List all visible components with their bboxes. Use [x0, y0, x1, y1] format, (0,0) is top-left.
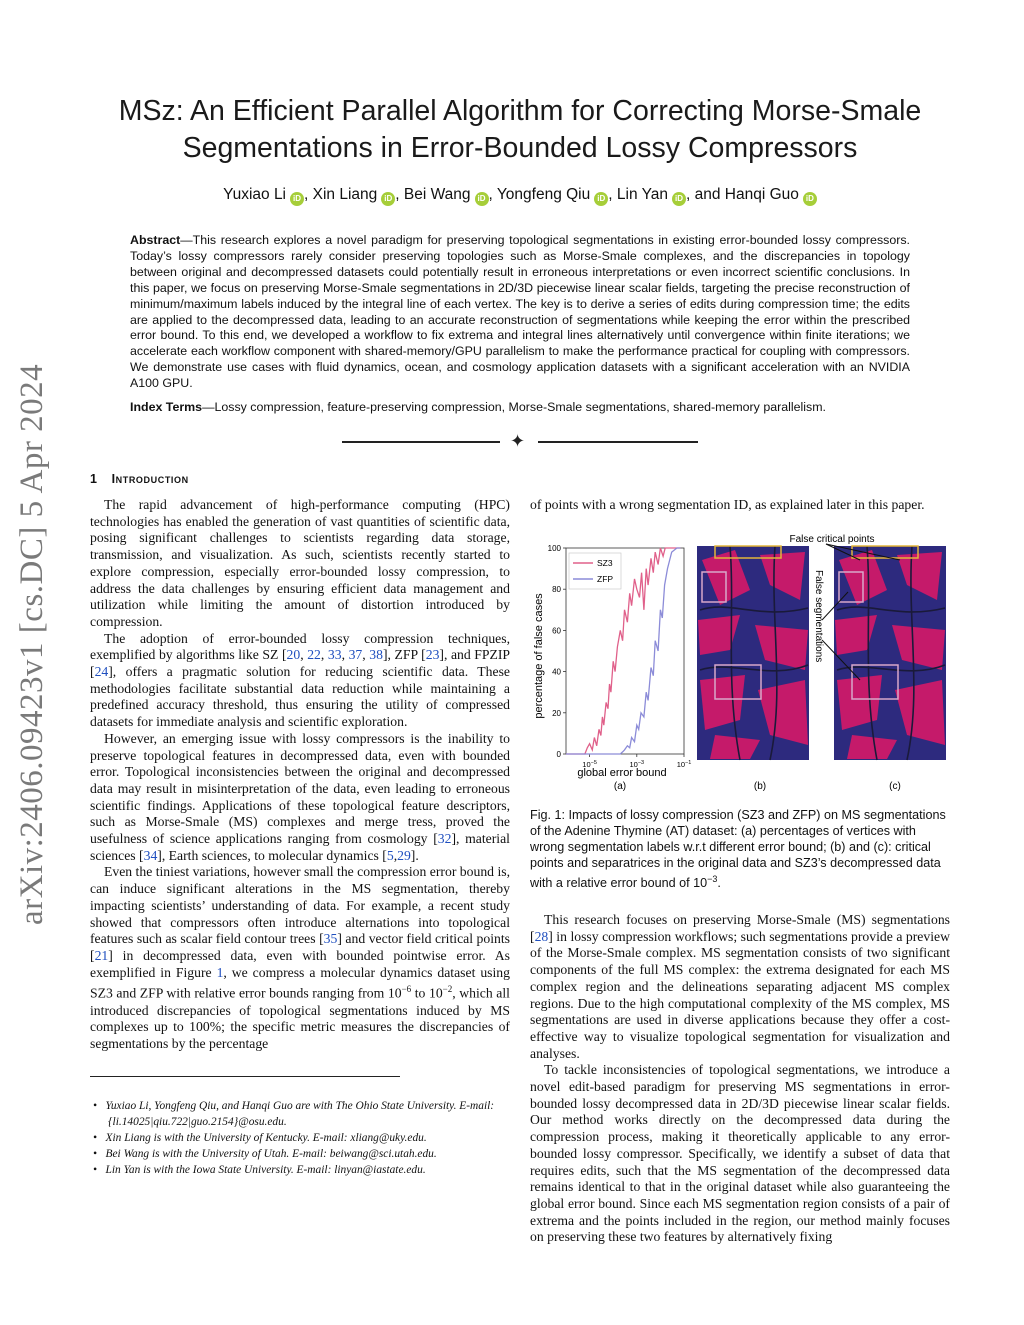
text-run: ]. — [410, 847, 419, 863]
divider-left-rule — [342, 441, 500, 443]
y-axis-label: percentage of false cases — [533, 593, 545, 719]
divider-ornament-icon: ✦ — [510, 431, 526, 451]
author-list — [0, 186, 1024, 206]
author-name: Yongfeng Qiu — [496, 186, 591, 203]
footnote — [93, 1162, 523, 1178]
x-tick-label: $10^{-1}$ — [676, 760, 692, 769]
orcid-icon[interactable]: iD — [672, 192, 686, 206]
figure-caption — [530, 807, 950, 891]
y-ticks — [548, 544, 566, 759]
index-terms — [130, 399, 910, 415]
text-run: ] and vector field critical points [ — [90, 931, 511, 963]
footnote-rule — [90, 1076, 400, 1077]
bullet-icon: • — [93, 1164, 97, 1176]
text-run: The adoption of error-bounded lossy compression techniques, exemplified by algorithms like SZ [ — [90, 630, 510, 663]
paragraph: However, an emerging issue with lossy compressors is the inability to preserve topological features in decompressed data, even with bounded error. Topological inconsistencies between the original and decompressed data may result in misinterpretation of the data, even leading to erroneous scientific findings. Applications of these topological feature descriptors, such as Morse-Smale (MS) complexes and merge tress, proved the usefulness of science applications ranging from cosmology [32], material sciences [34], Earth sciences, to molecular dynamics [5,29]. — [90, 730, 510, 863]
text-run: ], and FPZIP [ — [90, 647, 511, 680]
citation-link[interactable]: 33 — [327, 647, 342, 663]
figure-1 — [530, 530, 950, 795]
y-tick-label: 0 — [556, 750, 561, 759]
paragraph — [90, 864, 510, 1052]
author-separator: , — [488, 186, 497, 203]
caption-text: . — [717, 876, 721, 891]
right-column-top — [530, 497, 950, 514]
citation-link[interactable]: 23 — [425, 647, 440, 663]
footnote — [93, 1098, 523, 1130]
panel-label-b: (b) — [753, 781, 767, 792]
x-tick-label: $10^{-3}$ — [629, 760, 645, 769]
section-number: 1 — [90, 472, 98, 486]
legend-label-zfp: ZFP — [597, 574, 614, 584]
y-tick-label: 60 — [552, 626, 561, 636]
author-separator: , — [395, 186, 404, 203]
left-column — [90, 497, 510, 1053]
citation-link[interactable]: 35 — [323, 931, 338, 947]
caption-text: Fig. 1: Impacts of lossy compression (SZ3 and ZFP) on MS segmentations of the Adenine Thymine (AT) dataset: (a) percentages of vertices with wrong segmentation labels w.r.t different error bound; (b) and (c): critical points and separatrices in the original data and SZ3’s decompressed data with a relative error bound of 10 — [530, 808, 946, 891]
text-run: ], ZFP [ — [382, 647, 426, 663]
legend-label-sz3: SZ3 — [597, 558, 613, 568]
author-name: Bei Wang — [403, 186, 471, 203]
bullet-icon: • — [93, 1132, 97, 1144]
panel-label-a: (a) — [613, 781, 627, 792]
text-run: This research focuses on preserving Morse-Smale (MS) segmentations [ — [530, 912, 950, 944]
figure-link[interactable]: 1 — [216, 964, 224, 980]
title-line-1: MSz: An Efficient Parallel Algorithm for Correcting Morse-Smale — [118, 95, 922, 127]
y-tick-label: 80 — [552, 585, 561, 595]
panel-label-c: (c) — [889, 781, 901, 792]
footnote-text: Lin Yan is with the Iowa State University. E-mail: linyan@iastate.edu. — [105, 1164, 426, 1176]
y-tick-label: 100 — [547, 544, 561, 553]
footnote — [93, 1146, 523, 1162]
citation-link[interactable]: 32 — [437, 831, 452, 847]
divider-right-rule — [538, 441, 698, 443]
x-tick-label: $10^{-5}$ — [582, 760, 597, 769]
superscript: −6 — [401, 984, 412, 995]
author-separator: , — [608, 186, 617, 203]
section-title: Introduction — [111, 472, 189, 486]
superscript: −3 — [707, 874, 718, 884]
abstract — [130, 233, 910, 392]
bullet-icon: • — [93, 1100, 97, 1112]
text-run: ] in decompressed data, even with bounded pointwise error. As exemplified in Figure — [90, 947, 510, 980]
text-run: However, an emerging issue with lossy compressors is the inability to preserve topological features in decompressed data, even with bounded error. Topological inconsistencies between the original and decompressed data may result in misinterpretation of the data, even leading to erroneous scientific findings. Applications of these topological feature descriptors, such as Morse-Smale (MS) complexes and merge tress, proved the usefulness of science applications ranging from cosmology [ — [90, 730, 510, 847]
citation-link[interactable]: 29 — [397, 847, 411, 863]
footnote — [93, 1130, 523, 1146]
y-tick-label: 20 — [552, 708, 561, 718]
paragraph: of points with a wrong segmentation ID, as explained later in this paper. — [530, 497, 925, 512]
orcid-icon[interactable]: iD — [475, 192, 489, 206]
false-segmentations-label: False segmentations — [813, 570, 824, 663]
text-run: to 10 — [411, 985, 443, 1001]
author-separator: , — [304, 186, 313, 203]
legend-box — [569, 553, 621, 589]
abstract-label: Abstract — [130, 233, 181, 247]
y-tick-label: 40 — [552, 667, 561, 677]
paper-title — [0, 93, 1024, 167]
paragraph: The rapid advancement of high-performance computing (HPC) technologies has enabled the generation of vast quantities of scientific data, posing significant challenges to scientists regarding data storage, transmission, and visualization. As such, scientists recently started to explore compression, especially error-bounded lossy compression, to address the data challenges by ensuring efficient data management and utilization while limiting the amount of distortion introduced by compression. — [90, 497, 510, 629]
footnote-text: Yuxiao Li, Yongfeng Qiu, and Hanqi Guo are with The Ohio State University. E-mail: {li.14025|qiu.722|guo.2154}@osu.edu. — [105, 1100, 495, 1128]
citation-link[interactable]: 24 — [94, 664, 109, 680]
citation-link[interactable]: 28 — [534, 928, 549, 944]
citation-link[interactable]: 22 — [307, 647, 321, 663]
x-axis-label: global error bound — [577, 767, 667, 779]
text-run: ] in lossy compression workflows; such segmentations provide a preview of the Morse-Smale complex. MS segmentation consists of two significant components of the full MS complex: the extrema designated for each MS complex region and the delineations separating adjacent MS complex regions. Due to the high computational complexity of the MS complex, MS segmentations are used in diverse applications because they offer a cost-effective way to visualize topological segmentation for visualization and analyses. — [530, 928, 950, 1061]
text-run: , which all introduced discrepancies of topological segmentations induced by MS complexes up to 100%; the specific metric measures the discrepancies of segmentations by the percentage — [90, 985, 510, 1052]
index-terms-text: —Lossy compression, feature-preserving compression, Morse-Smale segmentations, shared-memory parallelism. — [202, 400, 826, 414]
paragraph: To tackle inconsistencies of topological segmentations, we introduce a novel edit-based paradigm for preserving MS segmentations in error-bounded lossy decompressed data in 2D/3D piecewise linear scalar fields. Our method works directly on the decompressed data during the compression process, making it theoretically applicable to any error-bounded lossy compressor. Specifically, we identify a subset of data that requires edits, such that the MS segmentation of the decompressed data remains identical to that in the original dataset while also guaranteeing the global error bound. Since each MS segmentation region consists of a pair of extrema and the points included in the region, our method mainly focuses on preserving these two features by alternatively fixing — [530, 1062, 950, 1245]
citation-link[interactable]: 21 — [94, 947, 109, 963]
false-critical-points-label: False critical points — [789, 534, 875, 545]
orcid-icon[interactable]: iD — [290, 192, 304, 206]
author-separator: , and — [686, 186, 725, 203]
text-run: ], Earth sciences, to molecular dynamics [ — [157, 847, 387, 863]
chart-a — [533, 544, 691, 792]
orcid-icon[interactable]: iD — [803, 192, 817, 206]
orcid-icon[interactable]: iD — [594, 192, 608, 206]
paragraph: The adoption of error-bounded lossy compression techniques, exemplified by algorithms like SZ [20, 22, 33, 37, 38], ZFP [23], and FPZIP [24], offers a pragmatic solution for reducing scientific data. These methodologies facilitate substantial data reduction while maintaining a predefined accuracy threshold, thus ensuring the utility of compressed datasets for immediate analysis and scientific exploration. — [90, 630, 511, 730]
text-run: , we compress a molecular dynamics dataset using SZ3 and ZFP with relative error bounds ranging from 10 — [90, 964, 510, 1001]
text-run: Even the tiniest variations, however small the compression error bound is, can induce significant alterations in the MS segmentation, thereby impacting scientists’ understanding of data. For example, a recent study showed that compressors often introduce alternations into topological features such as scalar field contour trees [ — [90, 864, 510, 947]
footnote-text: Bei Wang is with the University of Utah. E-mail: beiwang@sci.utah.edu. — [105, 1148, 437, 1160]
author-name: Hanqi Guo — [724, 186, 799, 203]
abstract-text: —This research explores a novel paradigm for preserving topological segmentations in existing error-bounded lossy compressors. Today’s lossy compressors rarely consider preserving topologies such as Morse-Smale complexes, and the discrepancies in topology between original and decompressed datasets could potentially result in erroneous interpretations or even incorrect scientific conclusions. In this paper, we focus on preserving Morse-Smale segmentations in 2D/3D piecewise linear scalar fields, targeting the precise reconstruction of minimum/maximum labels induced by the integral line of each vertex. The key is to derive a series of edits during compression time; the edits are applied to the decompressed data, leading to an accurate reconstruction of segmentations while keeping the error within the prescribed error bound. To this end, we developed a workflow to fix extrema and integral lines alternatively until convergence within finite iterations; we accelerate each workflow component with shared-memory/GPU parallelism to make the performance practical for coupling with compressors. We demonstrate use cases with fluid dynamics, ocean, and cosmology application datasets with a significant acceleration with an NVIDIA A100 GPU. — [130, 233, 910, 391]
index-terms-label: Index Terms — [130, 400, 203, 414]
footnote-text: Xin Liang is with the University of Kentucky. E-mail: xliang@uky.edu. — [105, 1132, 427, 1144]
orcid-icon[interactable]: iD — [381, 192, 395, 206]
paragraph — [530, 912, 950, 1062]
citation-link[interactable]: 5 — [386, 847, 394, 863]
segmentation-panel-b — [697, 546, 809, 792]
author-name: Yuxiao Li — [223, 186, 287, 203]
author-name: Xin Liang — [312, 186, 378, 203]
segmentation-panel-c — [789, 534, 946, 792]
right-column — [530, 912, 950, 1246]
title-line-2: Segmentations in Error-Bounded Lossy Compressors — [182, 132, 858, 164]
citation-link[interactable]: 20 — [286, 647, 301, 663]
citation-link[interactable]: 34 — [143, 847, 158, 863]
citation-link[interactable]: 37 — [348, 647, 363, 663]
section-heading — [90, 472, 189, 486]
text-run: ], material sciences [ — [90, 831, 510, 863]
text-run: ], offers a pragmatic solution for reducing scientific data. These methodologies facilitate substantial data reduction while maintaining a predefined accuracy threshold, thus ensuring the utility of compressed datasets for immediate analysis and scientific exploration. — [90, 664, 510, 730]
superscript: −2 — [442, 984, 453, 995]
bullet-icon: • — [93, 1148, 97, 1160]
legend — [569, 553, 621, 589]
author-name: Lin Yan — [616, 186, 669, 203]
citation-link[interactable]: 38 — [369, 647, 383, 663]
footnotes — [93, 1098, 523, 1178]
arxiv-identifier: arXiv:2406.09423v1 [cs.DC] 5 Apr 2024 — [14, 363, 50, 925]
